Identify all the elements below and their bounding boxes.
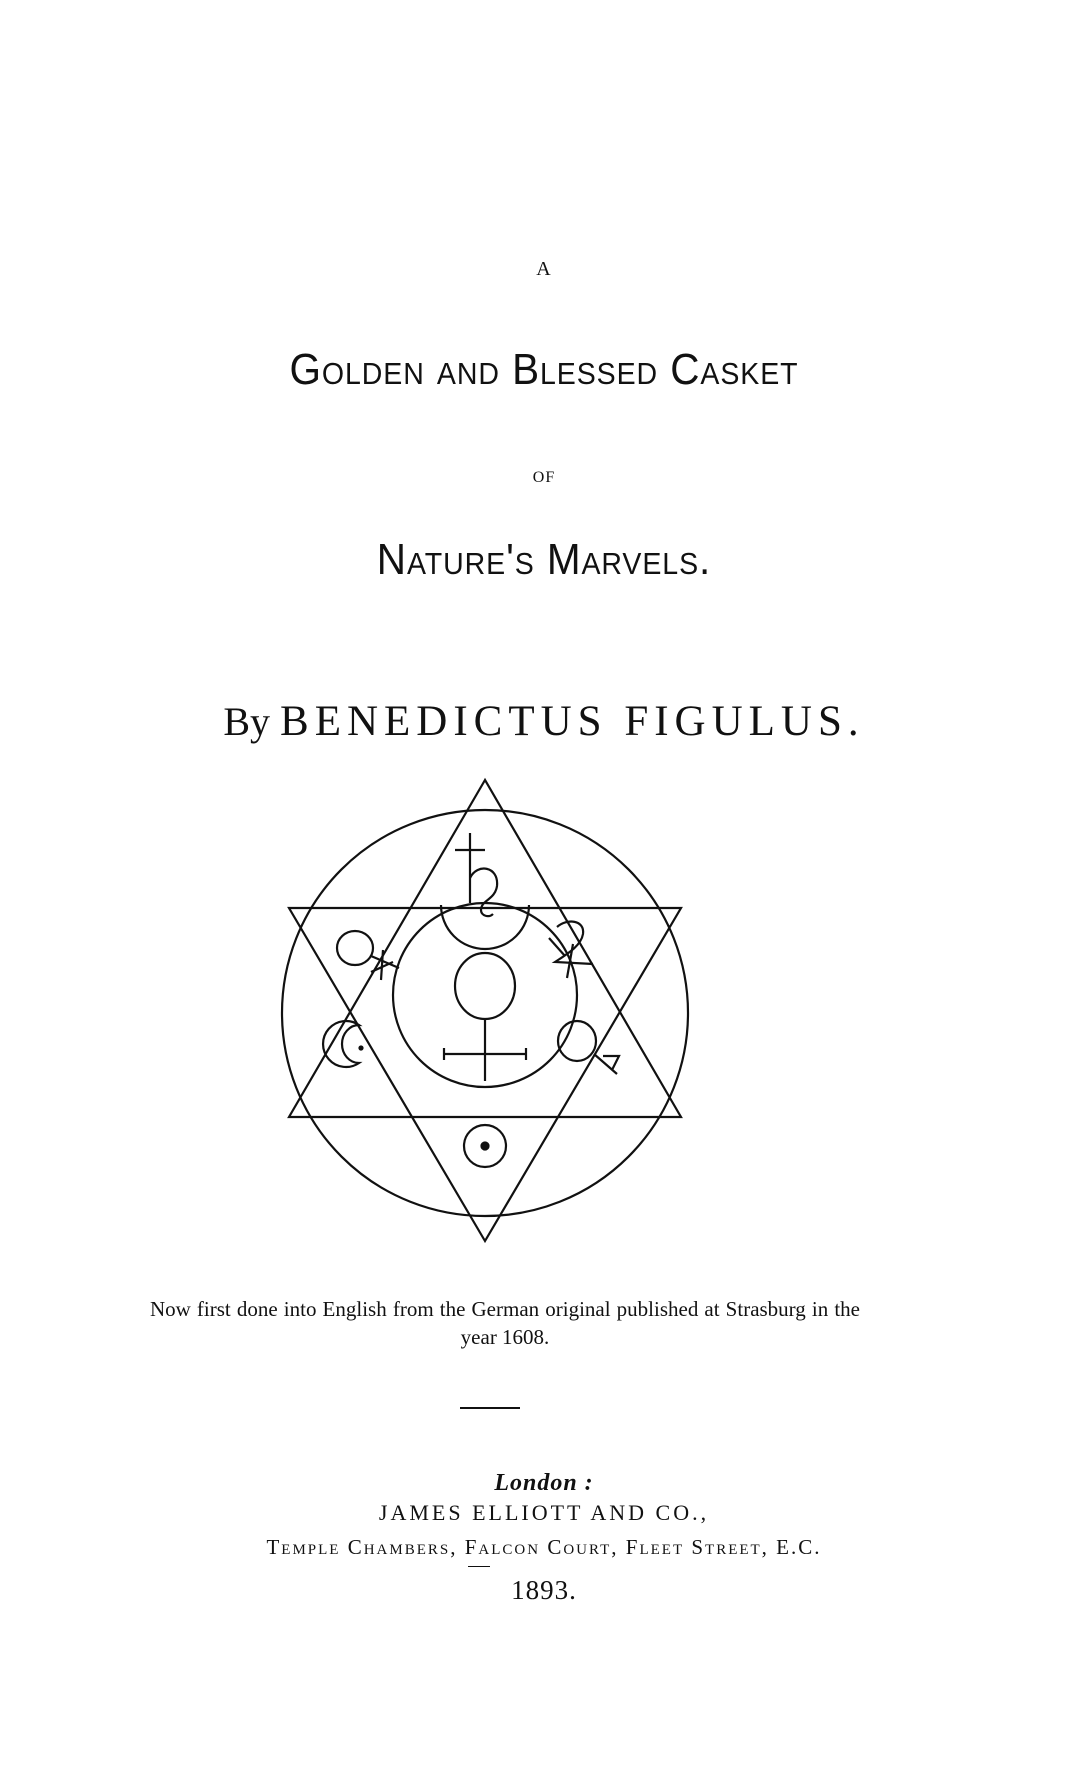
title-article: A xyxy=(536,258,552,280)
divider-rule xyxy=(460,1407,520,1409)
mercury-symbol-icon xyxy=(441,905,529,1081)
publisher-name: JAMES ELLIOTT AND CO., xyxy=(378,1500,710,1525)
outer-circle xyxy=(282,810,688,1216)
publication-year: 1893. xyxy=(511,1575,577,1605)
translation-note: Now first done into English from the German original published at Strasburg in the year 1608. xyxy=(150,1297,860,1349)
title-connector: OF xyxy=(532,469,556,486)
title-line-1: Golden and Blessed Casket xyxy=(289,345,799,394)
sun-symbol-icon xyxy=(464,1125,506,1167)
short-rule xyxy=(468,1566,490,1567)
byline xyxy=(0,697,1088,746)
planetary-hexagram-icon xyxy=(267,768,707,1248)
author-name: BENEDICTUS FIGULUS. xyxy=(280,698,865,745)
venus-symbol-icon xyxy=(337,931,399,980)
publication-city: London : xyxy=(494,1470,594,1496)
publisher-address: Temple Chambers, Falcon Court, Fleet Street, E.C. xyxy=(266,1535,822,1559)
byline-prefix: By xyxy=(223,699,271,744)
title-line-2: Nature's Marvels. xyxy=(376,535,712,584)
moon-symbol-icon xyxy=(323,1021,362,1067)
